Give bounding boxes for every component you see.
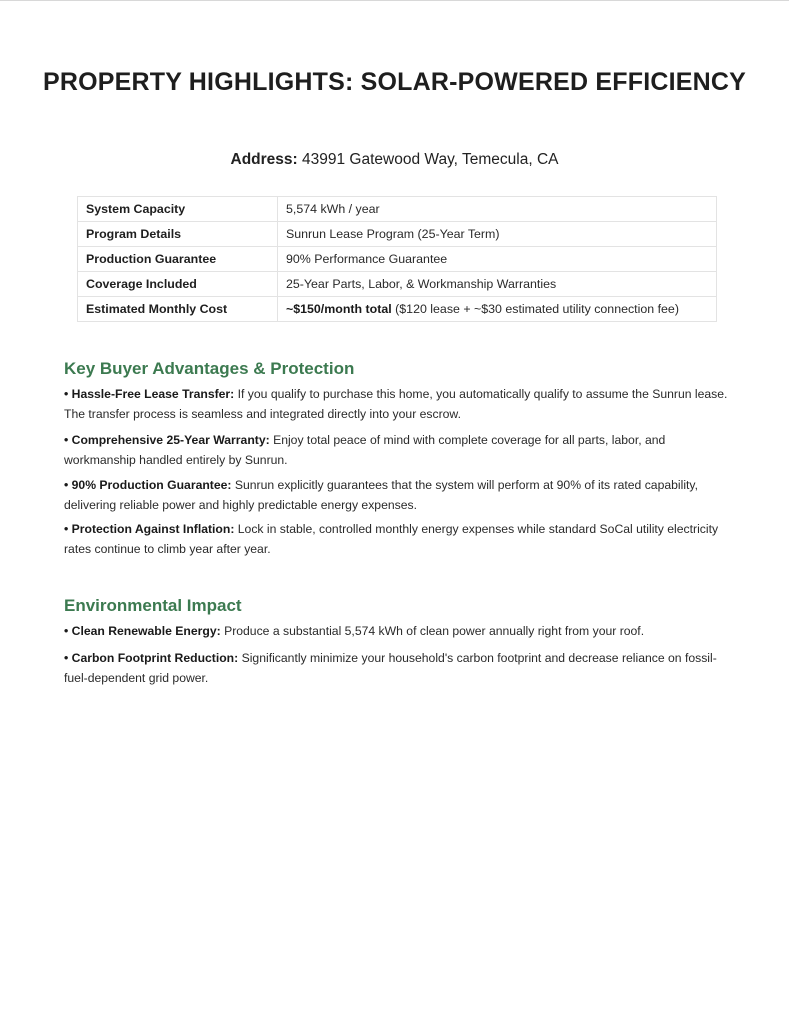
advantage-text: Lock in stable, controlled monthly energy expenses while standard SoCal utility electricity rates continue to climb year after year.: [64, 522, 719, 556]
advantage-text: If you qualify to purchase this home, you automatically qualify to assume the Sunrun lease. The transfer process is seamless and integrated directly into your escrow.: [64, 387, 728, 421]
advantage-text: Enjoy total peace of mind with complete coverage for all parts, labor, and workmanship handled entirely by Sunrun.: [64, 433, 666, 467]
address-label: Address:: [230, 151, 298, 168]
spec-label-coverage-included: Coverage Included: [78, 272, 278, 297]
spec-label-production-guarantee: Production Guarantee: [78, 247, 278, 272]
advantage-lead: • 90% Production Guarantee:: [64, 478, 232, 492]
environment-lead: • Carbon Footprint Reduction:: [64, 651, 239, 665]
spec-label-program-details: Program Details: [78, 222, 278, 247]
table-row: [78, 297, 717, 322]
spec-value-system-capacity: 5,574 kWh / year: [278, 197, 717, 222]
section-heading-environment: Environmental Impact: [64, 596, 242, 615]
advantage-lead: • Hassle-Free Lease Transfer:: [64, 387, 235, 401]
table-row: [78, 247, 717, 272]
table-row: [78, 272, 717, 297]
advantage-item-warranty: [64, 431, 732, 470]
section-heading-advantages: Key Buyer Advantages & Protection: [64, 359, 355, 378]
spec-value-coverage-included: 25-Year Parts, Labor, & Workmanship Warranties: [278, 272, 717, 297]
spec-label-system-capacity: System Capacity: [78, 197, 278, 222]
monthly-cost-total: ~$150/month total: [286, 301, 392, 316]
spec-value-estimated-monthly-cost: [278, 297, 717, 322]
environment-lead: • Clean Renewable Energy:: [64, 624, 221, 638]
advantage-text: Sunrun explicitly guarantees that the system will perform at 90% of its rated capability, delivering reliable power and highly predictable energy expenses.: [64, 478, 698, 512]
spec-label-estimated-monthly-cost: Estimated Monthly Cost: [78, 297, 278, 322]
page-title: PROPERTY HIGHLIGHTS: SOLAR-POWERED EFFICIENCY: [42, 68, 747, 96]
table-row: [78, 197, 717, 222]
advantage-item-inflation: [64, 520, 732, 559]
monthly-cost-breakdown: ($120 lease + ~$30 estimated utility connection fee): [395, 301, 679, 316]
environment-item-carbon-footprint: [64, 649, 732, 688]
advantage-lead: • Comprehensive 25-Year Warranty:: [64, 433, 270, 447]
property-address: [40, 150, 749, 170]
system-specs-table: [77, 196, 717, 322]
address-value: 43991 Gatewood Way, Temecula, CA: [302, 151, 559, 168]
spec-value-production-guarantee: 90% Performance Guarantee: [278, 247, 717, 272]
table-row: [78, 222, 717, 247]
environment-text: Produce a substantial 5,574 kWh of clean power annually right from your roof.: [224, 624, 645, 638]
spec-value-program-details: Sunrun Lease Program (25-Year Term): [278, 222, 717, 247]
advantage-lead: • Protection Against Inflation:: [64, 522, 235, 536]
environment-item-clean-energy: [64, 622, 732, 642]
advantage-item-lease-transfer: [64, 385, 732, 424]
environment-text: Significantly minimize your household's carbon footprint and decrease reliance on fossil-fuel-dependent grid power.: [64, 651, 717, 685]
advantage-item-production-guarantee: [64, 476, 732, 515]
